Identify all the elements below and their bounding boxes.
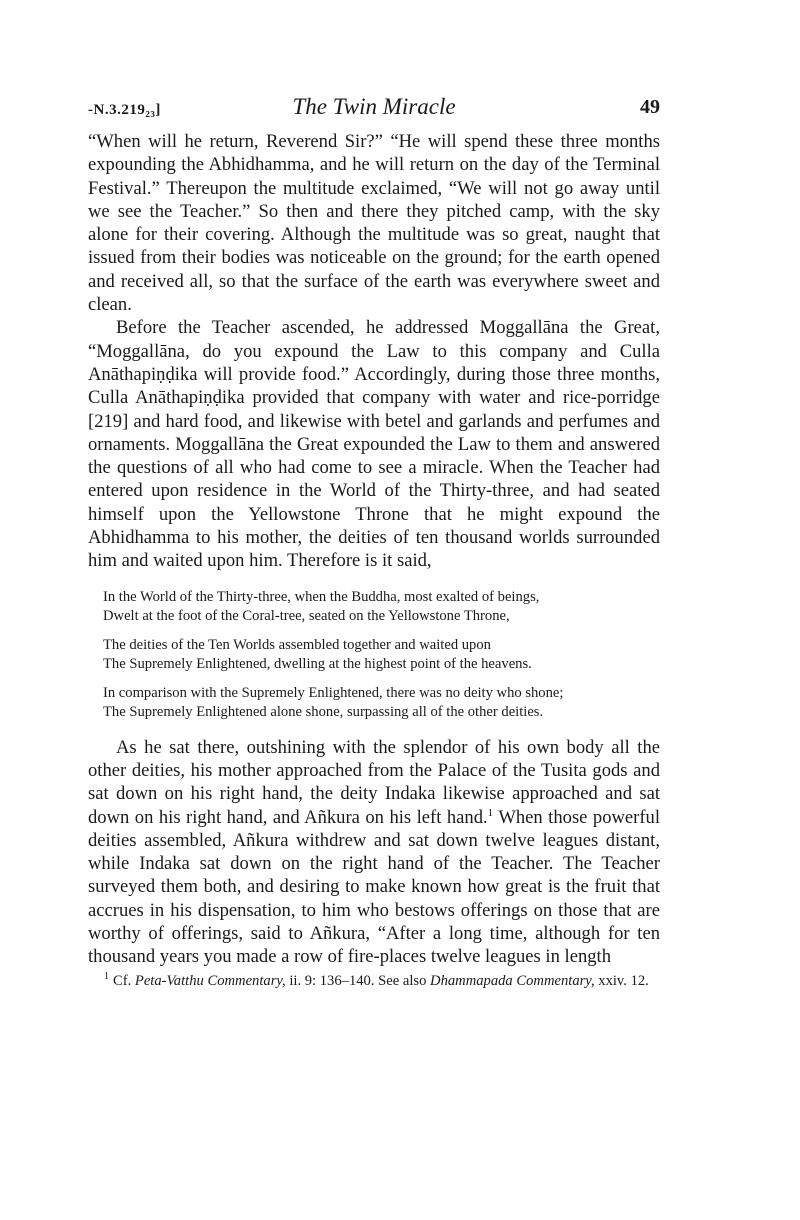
paragraph-2: Before the Teacher ascended, he addressed Moggallāna the Great, “Moggallāna, do you expound the Law to this company and Culla Anāthapiṇḍika will provide food.” Accordingly, during those three months, Culla Anāthapiṇḍika provided that company with water and rice-porridge [219] and hard food, and likewise with betel and garlands and perfumes and ornaments. Moggallāna the Great expounded the Law to them and answered the questions of all who had come to see a miracle. When the Teacher had entered upon residence in the World of the Thirty-three, and had seated himself upon the Yellowstone Throne that he might expound the Abhidhamma to his mother, the deities of ten thousand worlds surrounded him and waited upon him. Therefore is it said, [88,317,660,572]
verse-line: The deities of the Ten Worlds assembled together and waited upon [103,636,491,653]
verse-line: Dwelt at the foot of the Coral-tree, seated on the Yellowstone Throne, [103,607,510,624]
verse-block [103,588,660,722]
footnote-work-2: Dhammapada Commentary, [430,973,595,989]
stanza-1 [103,588,660,626]
footnote [88,972,660,992]
signature-mark: -N.3.219₂₃] [88,102,161,118]
verse-line: The Supremely Enlightened, dwelling at the highest point of the heavens. [103,655,532,672]
running-title: The Twin Miracle [292,94,456,119]
stanza-2 [103,636,660,674]
running-header [88,94,660,128]
paragraph-3-continued: When those powerful deities assembled, Añkura withdrew and sat down twelve leagues distant, while Indaka sat down on the right hand of the Teacher. The Teacher surveyed them both, and desiring to make known how great is the fruit that accrues in his dispensation, to him who bestows offerings on those that are worthy of offerings, said to Añkura, “After a long time, although for ten thousand years you made a row of fire-places twelve leagues in length [88,806,661,968]
footnote-ref-1: ii. 9: 136–140. See also [289,973,427,989]
paragraph-1: “When will he return, Reverend Sir?” “He will spend these three months expounding the Abhidhamma, and he will return on the day of the Terminal Festival.” Thereupon the multitude exclaimed, “We will not go away until we see the Teacher.” So then and there they pitched camp, with the sky alone for their covering. Although the multitude was so great, naught that issued from their bodies was noticeable on the ground; for the earth opened and received all, so that the surface of the earth was everywhere sweet and clean. [88,131,660,316]
footnote-ref-2: xxiv. 12. [598,973,649,989]
stanza-3 [103,684,660,722]
verse-line: The Supremely Enlightened alone shone, surpassing all of the other deities. [103,703,544,720]
verse-line: In the World of the Thirty-three, when the Buddha, most exalted of beings, [103,588,540,605]
footnote-mark: 1 [104,971,109,983]
footnote-work-1: Peta-Vatthu Commentary, [134,973,286,989]
footnote-reference: 1 [487,806,494,819]
paragraph-3 [88,736,660,969]
page-number: 49 [640,96,660,118]
paragraph-3-text: As he sat there, outshining with the splendor of his own body all the other deities, his mother approached from the Palace of the Tusita gods and sat down on his right hand, the deity Indaka likewise approached and sat down on his right hand, and Añkura on his left hand. [88,736,660,828]
footnote-cf: Cf. [113,973,132,989]
main-text [88,130,660,969]
verse-line: In comparison with the Supremely Enlightened, there was no deity who shone; [103,684,564,701]
